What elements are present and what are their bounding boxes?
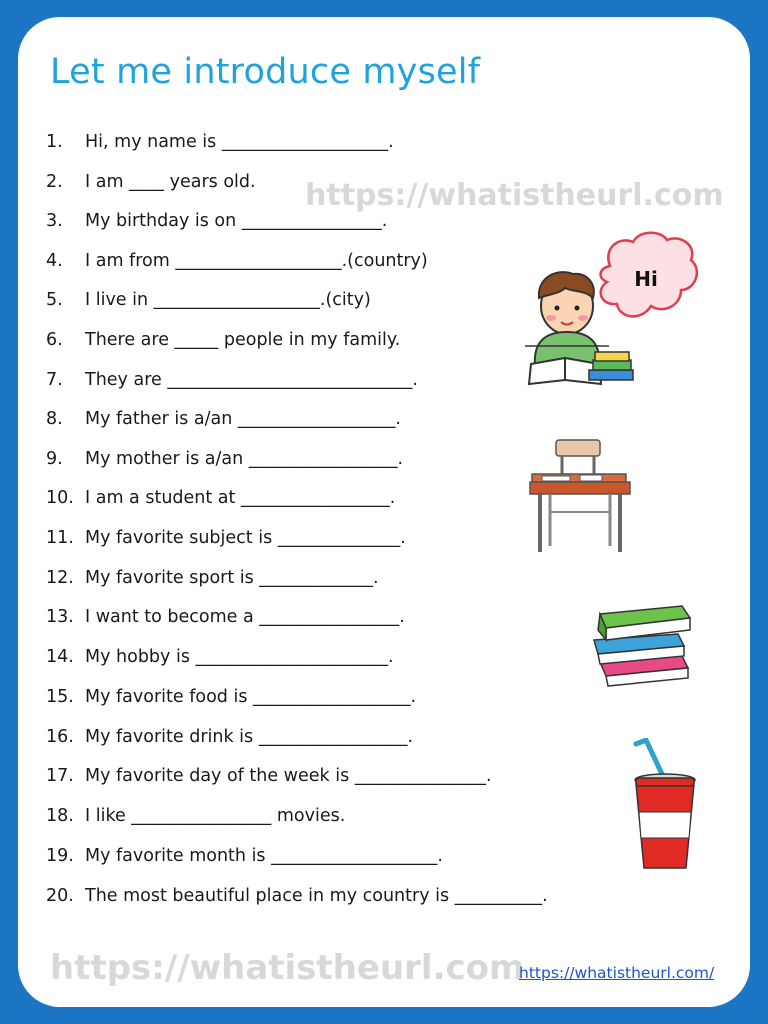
question-text: The most beautiful place in my country is __________.	[85, 886, 548, 906]
question-text: My birthday is on ________________.	[85, 211, 388, 231]
watermark-bottom: https://whatistheurl.com	[50, 948, 525, 988]
question-number: 3.	[46, 211, 63, 231]
question-number: 2.	[46, 172, 63, 192]
drink-cup-illustration	[630, 738, 700, 876]
question-text: I am from ___________________.(country)	[85, 251, 428, 271]
question-number: 8.	[46, 409, 63, 429]
watermark-top: https://whatistheurl.com	[305, 178, 724, 213]
question-text: They are ____________________________.	[85, 370, 418, 390]
question-number: 5.	[46, 290, 63, 310]
question-text: My favorite subject is ______________.	[85, 528, 406, 548]
question-number: 15.	[46, 687, 74, 707]
book-stack-illustration	[590, 600, 700, 690]
question-text: I am ____ years old.	[85, 172, 256, 192]
question-text: My favorite day of the week is _______________.	[85, 766, 492, 786]
question-number: 4.	[46, 251, 63, 271]
question-number: 14.	[46, 647, 74, 667]
question-number: 7.	[46, 370, 63, 390]
question-text: My favorite drink is _________________.	[85, 727, 414, 747]
book-stack-small-icon	[589, 352, 633, 380]
question-text: There are _____ people in my family.	[85, 330, 401, 350]
question-number: 20.	[46, 886, 74, 906]
boy-reading-illustration	[515, 228, 700, 393]
question-text: My hobby is ______________________.	[85, 647, 394, 667]
question-text: My favorite sport is _____________.	[85, 568, 379, 588]
question-text: I want to become a ________________.	[85, 607, 405, 627]
question-number: 10.	[46, 488, 74, 508]
question-text: My favorite month is ___________________.	[85, 846, 443, 866]
question-number: 17.	[46, 766, 74, 786]
question-text: My father is a/an __________________.	[85, 409, 401, 429]
question-number: 1.	[46, 132, 63, 152]
question-text: I am a student at _________________.	[85, 488, 396, 508]
question-text: I like ________________ movies.	[85, 806, 346, 826]
question-number: 12.	[46, 568, 74, 588]
speech-bubble-text: Hi	[634, 267, 658, 291]
footer-link[interactable]: https://whatistheurl.com/	[519, 964, 715, 982]
question-number: 6.	[46, 330, 63, 350]
question-number: 16.	[46, 727, 74, 747]
question-number: 9.	[46, 449, 63, 469]
question-number: 13.	[46, 607, 74, 627]
question-text: Hi, my name is ___________________.	[85, 132, 394, 152]
question-number: 11.	[46, 528, 74, 548]
question-number: 19.	[46, 846, 74, 866]
question-number: 18.	[46, 806, 74, 826]
question-text: I live in ___________________.(city)	[85, 290, 371, 310]
question-text: My mother is a/an _________________.	[85, 449, 404, 469]
speech-bubble	[601, 233, 697, 317]
page-title: Let me introduce myself	[50, 52, 481, 92]
question-text: My favorite food is __________________.	[85, 687, 417, 707]
school-desk-illustration	[526, 438, 632, 556]
